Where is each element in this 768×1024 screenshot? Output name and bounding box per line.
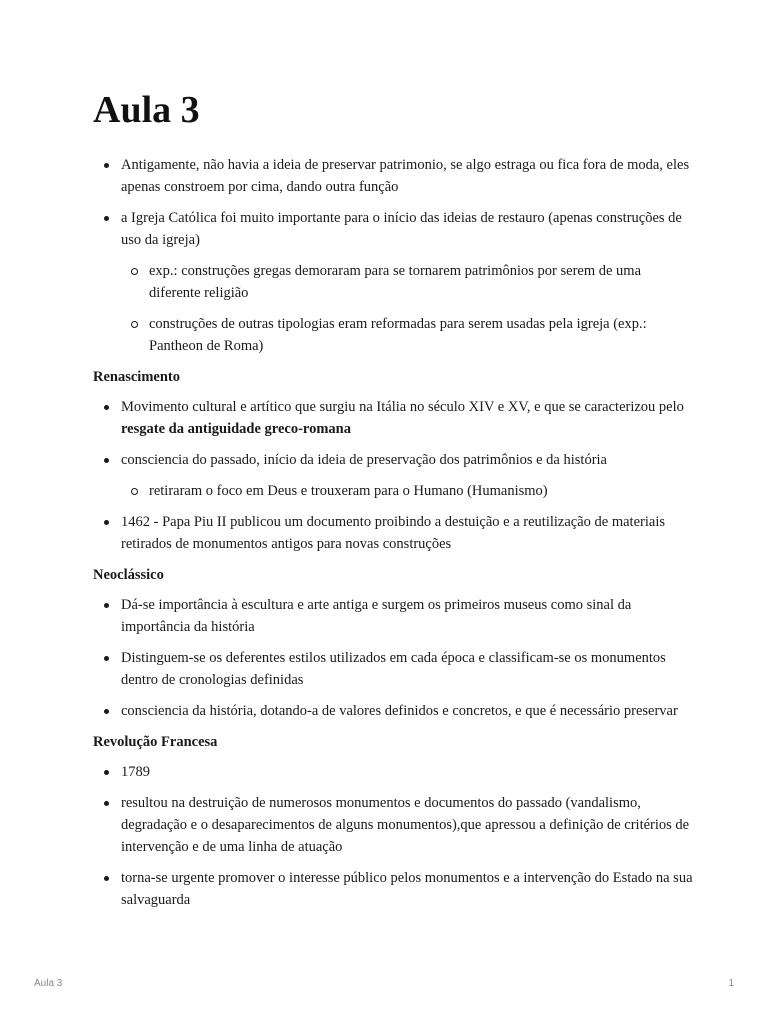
list-item-text: 1789 (121, 764, 150, 780)
section-heading-neoclassico: Neoclássico (93, 567, 164, 583)
list-item (93, 647, 693, 691)
list-item-text: Dá-se importância à escultura e arte antiga e surgem os primeiros museus como sinal da importância da história (121, 597, 632, 635)
sub-list-item-text: construções de outras tipologias eram reformadas para serem usadas pela igreja (exp.: Pantheon de Roma) (149, 316, 647, 354)
list-item (93, 792, 693, 858)
footer-page-number: 1 (728, 978, 734, 989)
list-item (93, 761, 693, 783)
intro-list (93, 154, 693, 357)
list-item (93, 396, 693, 440)
neoclassico-list (93, 594, 693, 722)
list-item (93, 154, 693, 198)
list-item-text: Antigamente, não havia a ideia de preservar patrimonio, se algo estraga ou fica fora de moda, eles apenas constroem por cima, dando outra função (121, 157, 690, 195)
sub-list-item-text: exp.: construções gregas demoraram para se tornarem patrimônios por serem de uma diferente religião (149, 263, 642, 301)
list-item (93, 511, 693, 555)
footer-document-title: Aula 3 (34, 978, 63, 989)
page-title: Aula 3 (93, 89, 200, 131)
section-heading-revolucao: Revolução Francesa (93, 734, 218, 750)
list-item-text: consciencia do passado, início da ideia de preservação dos patrimônios e da história (121, 452, 607, 468)
sub-list-item (121, 480, 693, 502)
list-item (93, 207, 693, 357)
bold-phrase: resgate da antiguidade greco-romana (121, 421, 351, 437)
list-item-text: consciencia da história, dotando-a de valores definidos e concretos, e que é necessário preservar (121, 703, 678, 719)
sub-list-item (121, 260, 693, 304)
list-item-text: Distinguem-se os deferentes estilos utilizados em cada época e classificam-se os monumentos dentro de cronologias definidas (121, 650, 666, 688)
list-item-text: a Igreja Católica foi muito importante para o início das ideias de restauro (apenas construções de uso da igreja) (121, 210, 682, 248)
sub-list (121, 260, 693, 357)
sub-list (121, 480, 693, 502)
list-item-text: resultou na destruição de numerosos monumentos e documentos do passado (vandalismo, degradação e o desaparecimentos de alguns monumentos),que apressou a definição de critérios de intervenção e de uma linha de atuação (121, 795, 690, 855)
renascimento-list (93, 396, 693, 555)
sub-list-item-text: retiraram o foco em Deus e trouxeram para o Humano (Humanismo) (149, 483, 548, 499)
list-item-text: 1462 - Papa Piu II publicou um documento proibindo a destuição e a reutilização de materiais retirados de monumentos antigos para novas construções (121, 514, 665, 552)
list-item-text: torna-se urgente promover o interesse público pelos monumentos e a intervenção do Estado na sua salvaguarda (121, 870, 693, 908)
sub-list-item (121, 313, 693, 357)
list-item-text: Movimento cultural e artítico que surgiu na Itália no século XIV e XV, e que se caracterizou pelo (121, 399, 684, 415)
list-item (93, 594, 693, 638)
revolucao-list (93, 761, 693, 911)
list-item (93, 449, 693, 502)
document-body (93, 88, 693, 920)
section-heading-renascimento: Renascimento (93, 369, 180, 385)
list-item (93, 867, 693, 911)
list-item (93, 700, 693, 722)
